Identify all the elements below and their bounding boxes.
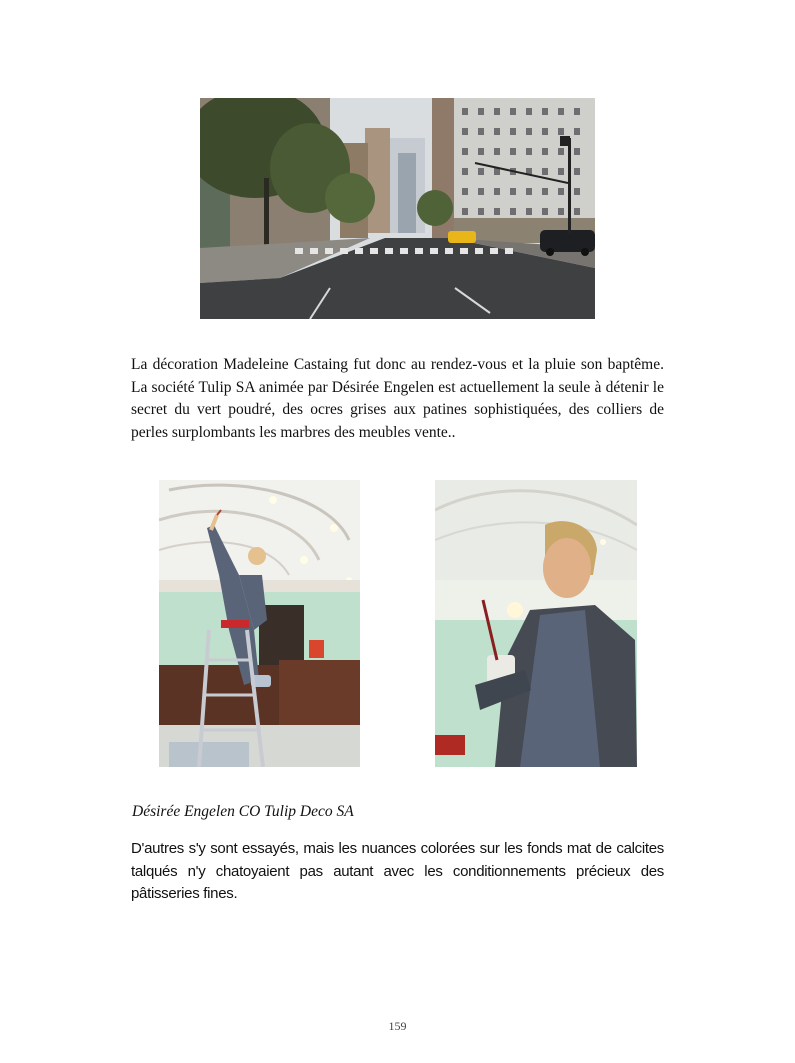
photo-caption: Désirée Engelen CO Tulip Deco SA bbox=[132, 803, 354, 820]
page-number: 159 bbox=[388, 1019, 407, 1033]
painter-portrait-photo bbox=[435, 480, 637, 767]
paragraph-2: D'autres s'y sont essayés, mais les nuances colorées sur les fonds mat de calcites talqués n'y chatoyaient pas autant avec les conditionnements précieux des pâtisseries fines. bbox=[131, 840, 664, 902]
paragraph-1: La décoration Madeleine Castaing fut donc au rendez-vous et la pluie son baptême. La société Tulip SA animée par Désirée Engelen est actuellement la seule à détenir le secret du vert poudré, des ocres grises aux patines sophistiquées, des colliers de perles surplombants les marbres des meubles vente.. bbox=[131, 356, 664, 441]
painter-on-ladder-photo bbox=[159, 480, 360, 767]
street-photo bbox=[200, 98, 595, 319]
